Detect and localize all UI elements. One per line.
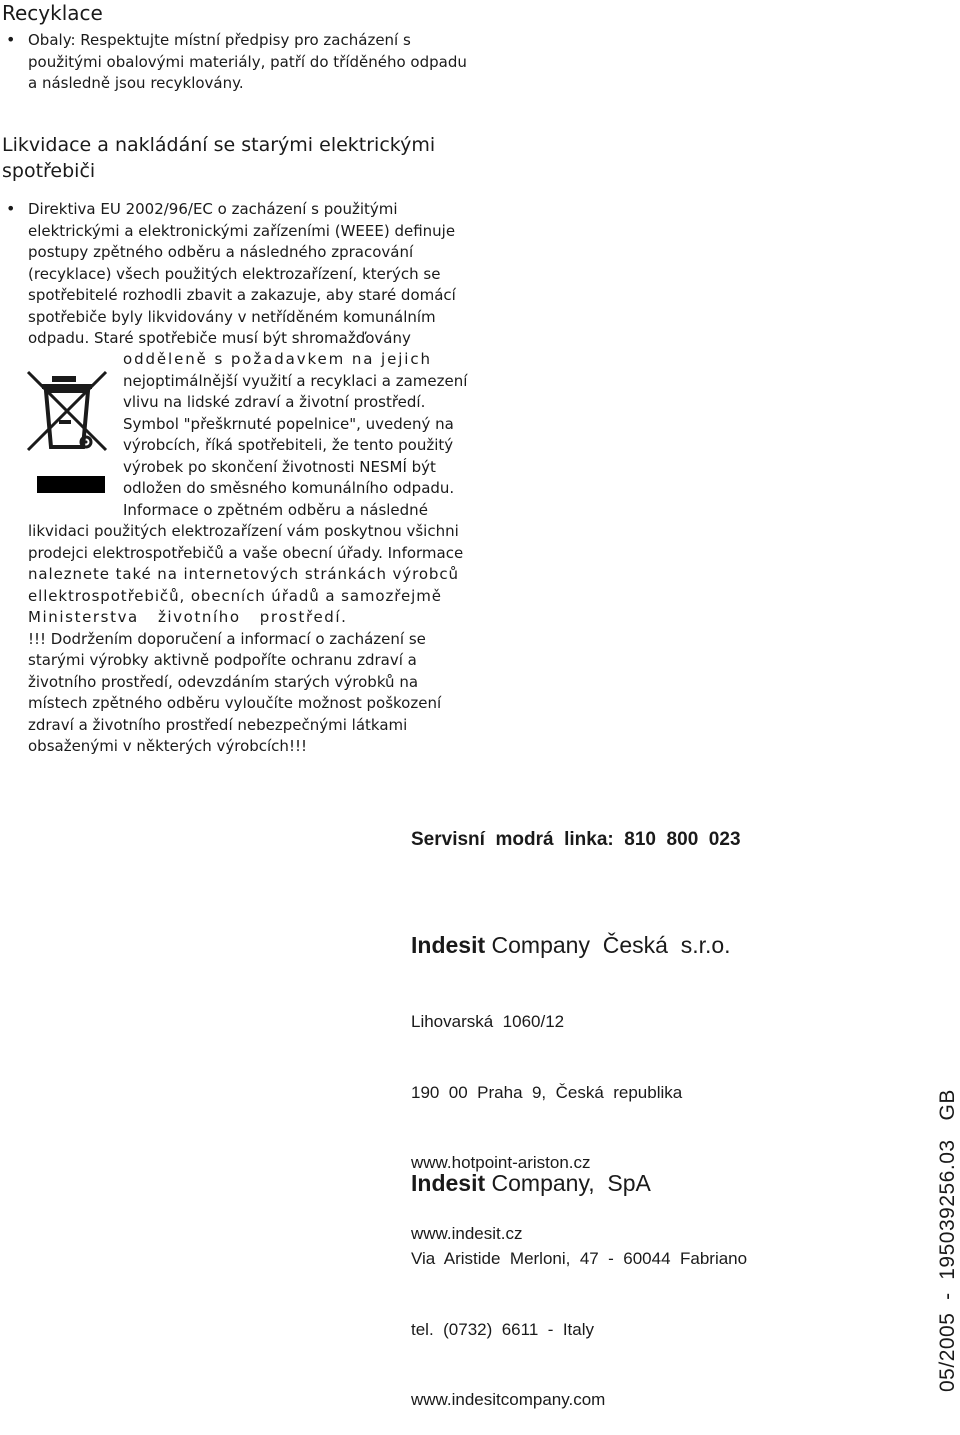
text-line: Ministerstva životního prostředí. [28,608,348,626]
text-line: vlivu na lidské zdraví a životní prostředí. [123,393,426,411]
directive-indented-paragraph [123,349,468,521]
company-it-name: Company, SpA [491,1170,651,1196]
company-cz-heading [411,932,731,959]
company-cz-name: Company Česká s.r.o. [491,932,731,958]
text-line: životního prostředí, odevzdáním starých výrobků na [28,672,419,691]
text-line: Symbol "přeškrnuté popelnice", uvedený na [123,414,454,433]
company-it-street: Via Aristide Merloni, 47 - 60044 Fabriano [411,1249,748,1268]
recycling-title: Recyklace [2,1,103,25]
text-line: starými výrobky aktivně podpoříte ochranu zdraví a [28,651,417,669]
company-it-website[interactable]: www.indesitcompany.com [411,1390,606,1409]
packaging-paragraph [28,30,467,95]
text-line: použitými obalovými materiály, patří do tříděného odpadu [28,52,467,71]
text-line: místech zpětného odběru vyloučíte možnost poškození [28,694,442,712]
text-line: spotřebiče byly likvidovány v netříděném komunálním [28,307,436,326]
company-cz-website-indesit[interactable]: www.indesit.cz [411,1223,523,1243]
document-code: 05/2005 - 195039256.03 GB [936,1089,959,1392]
company-it-address [411,1200,747,1435]
text-line: !!! Dodržením doporučení a informací o zacházení se [28,629,426,648]
text-line: ellektrospotřebičů, obecních úřadů a samozřejmě [28,586,442,605]
company-it-heading [411,1170,651,1197]
text-line: zdraví a životního prostředí nebezpečnými látkami [28,715,408,734]
text-line: prodejci elektrospotřebičů a vaše obecní úřady. Informace [28,543,464,562]
service-hotline: Servisní modrá linka: 810 800 023 [411,829,741,850]
text-line: Obaly: Respektujte místní předpisy pro zacházení s [28,31,411,49]
text-line: odložen do směsného komunálního odpadu. [123,479,455,497]
company-cz-website-hotpoint[interactable]: www.hotpoint-ariston.cz [411,1153,591,1172]
directive-bottom-paragraph [28,521,464,758]
company-cz-street: Lihovarská 1060/12 [411,1012,565,1031]
text-line: likvidaci použitých elektrozařízení vám poskytnou všichni [28,522,459,540]
text-line: nejoptimálnější využití a recyklaci a zamezení [123,371,468,390]
text-line: elektrickými a elektronickými zařízeními (WEEE) definuje [28,221,456,240]
text-line: a následně jsou recyklovány. [28,74,244,92]
weee-symbol-svg [26,368,108,496]
company-cz-brand: Indesit [411,932,486,958]
disposal-title: Likvidace a nakládání se starými elektrickými spotřebiči [2,134,436,182]
crossed-out-wheelie-bin-icon [26,368,108,500]
company-cz-city: 190 00 Praha 9, Česká republika [411,1082,683,1102]
text-line: (recyklace) všech použitých elektrozařízení, kterých se [28,264,441,283]
text-line: odpadu. Staré spotřebiče musí být shromažďovány [28,329,411,347]
bullet-packaging: • [6,30,16,49]
text-line: postupy zpětného odběru a následného zpracování [28,243,414,261]
text-line: naleznete také na internetových stránkách výrobců [28,565,459,583]
directive-paragraph [28,199,456,350]
company-it-brand: Indesit [411,1170,486,1196]
text-line: odděleně s požadavkem na jejich [123,350,432,368]
text-line: výrobcích, říká spotřebiteli, že tento použitý [123,436,454,454]
text-line: Direktiva EU 2002/96/EC o zacházení s použitými [28,200,398,218]
text-line: Informace o zpětném odběru a následné [123,500,428,519]
text-line: spotřebitelé rozhodli zbavit a zakazuje, aby staré domácí [28,286,456,304]
text-line: výrobek po skončení životnosti NESMÍ být [123,457,436,476]
bullet-directive: • [6,199,16,218]
company-it-phone: tel. (0732) 6611 - Italy [411,1319,594,1339]
text-line: obsaženými v některých výrobcích!!! [28,737,307,755]
